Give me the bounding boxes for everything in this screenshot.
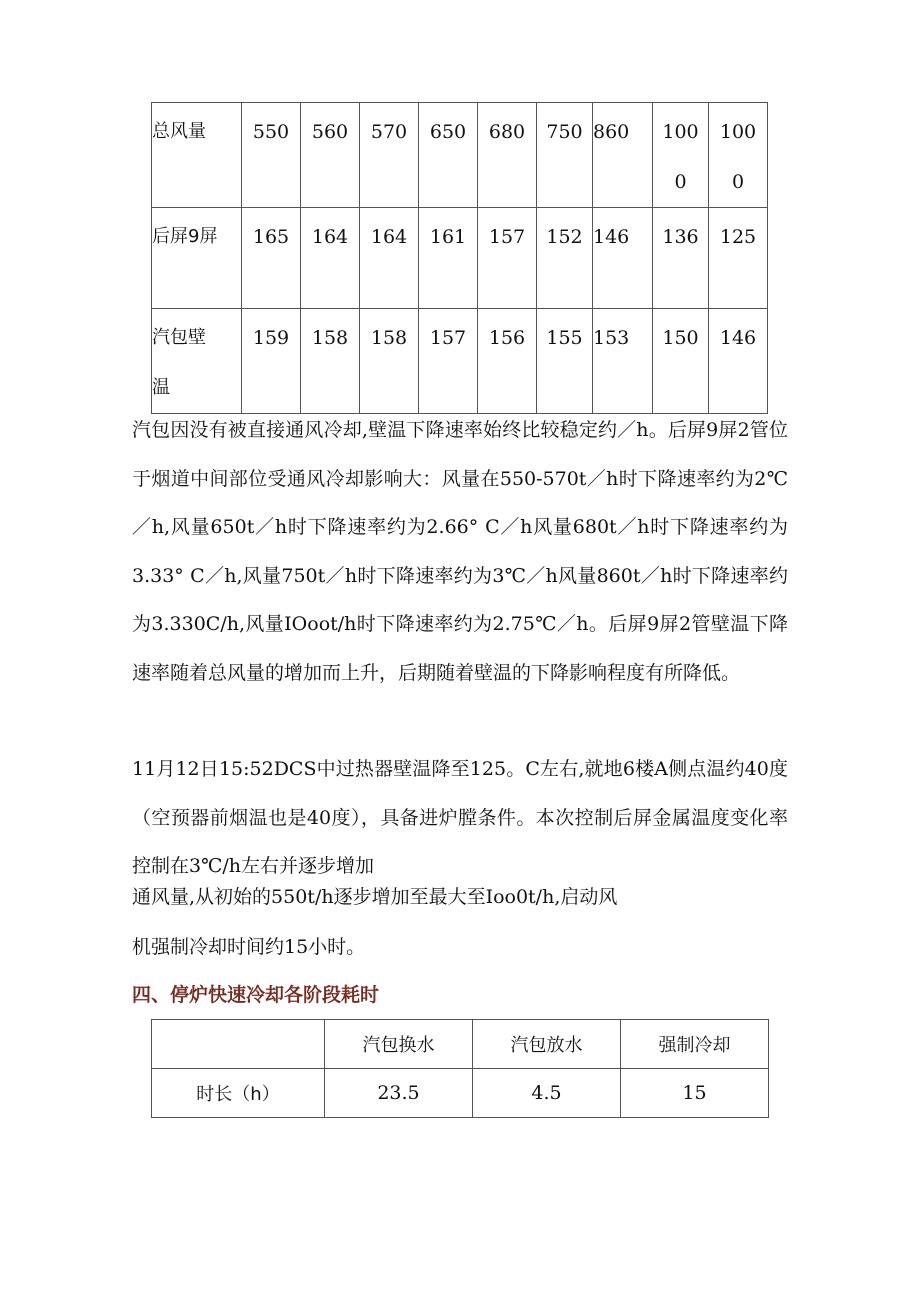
table-cell: 23.5 — [325, 1069, 473, 1118]
table-cell: 680 — [478, 103, 537, 208]
airflow-line: 通风量,从初始的550t/h逐步增加至最大至Ioo0t/h,启动风 — [132, 886, 618, 908]
row-label: 总风量 — [152, 103, 242, 208]
table-cell: 136 — [653, 208, 709, 309]
table-cell: 164 — [360, 208, 419, 309]
table-cell: 650 — [419, 103, 478, 208]
cooling-rate-paragraph: 汽包因没有被直接通风冷却,壁温下降速率始终比较稳定约／h。后屏9屏2管位于烟道中间部位受通风冷却影响大：风量在550-570t／h时下降速率约为2℃／h,风量650t／h时下降速率约为2.66° C／h风量680t／h时下降速率约为3.33° C／h,风量750t／h时下降速率约为3℃／h风量860t／h时下降速率约为3.330C/h,风量IOoot/h时下降速率约为2.75℃／h。后屏9屏2管壁温下降速率随着总风量的增加而上升，后期随着壁温的下降影响程度有所降低。 — [132, 419, 788, 684]
wall-temperature-table — [151, 102, 768, 414]
table-row — [152, 1069, 769, 1118]
table-cell: 165 — [242, 208, 301, 309]
stage-duration-table — [151, 1019, 769, 1118]
table-cell: 161 — [419, 208, 478, 309]
table-cell: 860 — [593, 103, 653, 208]
table-cell: 157 — [478, 208, 537, 309]
table-cell: 1000 — [653, 103, 709, 208]
cooling-event-paragraph: 11月12日15:52DCS中过热器壁温降至125。C左右,就地6楼A侧点温约40度（空预器前烟温也是40度），具备进炉膛条件。本次控制后屏金属温度变化率控制在3℃/h左右并逐步增加 — [132, 758, 788, 877]
table-cell: 4.5 — [473, 1069, 621, 1118]
table-cell: 146 — [709, 309, 768, 414]
table-cell: 560 — [301, 103, 360, 208]
table-cell: 15 — [621, 1069, 769, 1118]
table-cell: 158 — [301, 309, 360, 414]
table-cell: 750 — [537, 103, 593, 208]
table-cell: 164 — [301, 208, 360, 309]
table-cell: 159 — [242, 309, 301, 414]
cooling-time-line: 机强制冷却时间约15小时。 — [132, 936, 366, 958]
table-cell: 150 — [653, 309, 709, 414]
header-cell: 汽包换水 — [325, 1020, 473, 1069]
table-cell: 153 — [593, 309, 653, 414]
section-heading: 四、停炉快速冷却各阶段耗时 — [132, 984, 380, 1006]
table-row — [152, 208, 768, 309]
table-cell: 550 — [242, 103, 301, 208]
table-cell: 125 — [709, 208, 768, 309]
table-cell: 570 — [360, 103, 419, 208]
table-cell: 155 — [537, 309, 593, 414]
row-label: 时长（h） — [152, 1069, 325, 1118]
row-label: 汽包壁温 — [152, 309, 242, 414]
header-cell: 汽包放水 — [473, 1020, 621, 1069]
table-cell: 1000 — [709, 103, 768, 208]
table-row — [152, 309, 768, 414]
table-header-row — [152, 1020, 769, 1069]
table-row — [152, 103, 768, 208]
table-cell: 157 — [419, 309, 478, 414]
table-cell: 158 — [360, 309, 419, 414]
header-cell: 强制冷却 — [621, 1020, 769, 1069]
table-cell: 146 — [593, 208, 653, 309]
table-cell: 156 — [478, 309, 537, 414]
row-label: 后屏9屏 — [152, 208, 242, 309]
header-cell — [152, 1020, 325, 1069]
table-cell: 152 — [537, 208, 593, 309]
